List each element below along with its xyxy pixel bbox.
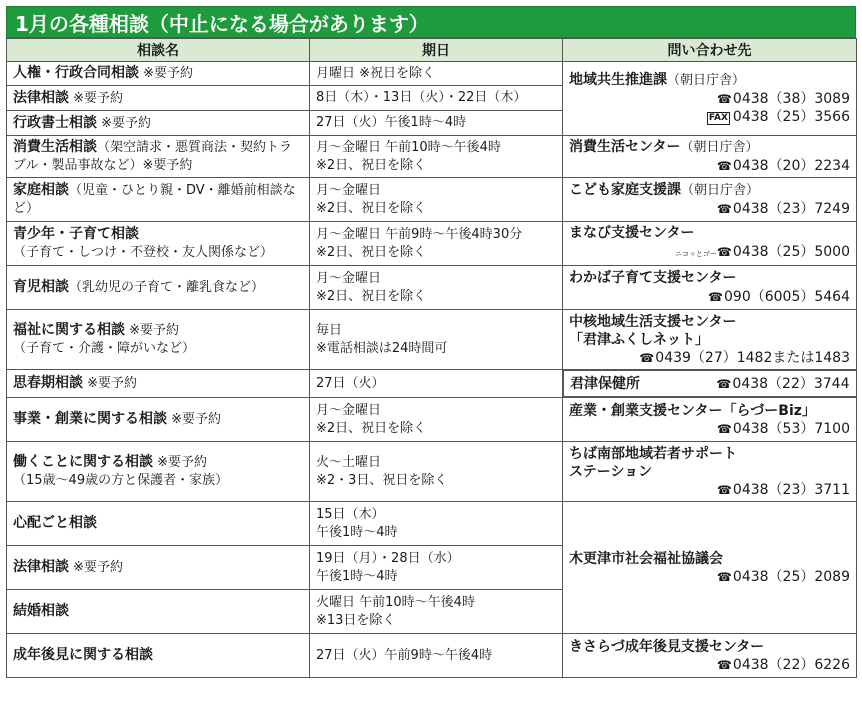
consultation-name bbox=[7, 590, 310, 634]
reservation-note: ※要予約 bbox=[143, 66, 194, 81]
name-text: 育児相談 bbox=[13, 279, 69, 295]
contact-cell bbox=[563, 634, 857, 678]
phone-icon: ☎ bbox=[716, 376, 732, 391]
consultation-name bbox=[7, 62, 310, 86]
phone-number: 0438（20）2234 bbox=[732, 158, 850, 174]
header-date: 期日 bbox=[310, 39, 563, 62]
reservation-note: ※要予約 bbox=[87, 376, 138, 391]
phone-icon: ☎ bbox=[716, 245, 732, 259]
phone-icon: ☎ bbox=[716, 159, 732, 173]
date-text: 火～土曜日 bbox=[316, 454, 382, 470]
contact-cell bbox=[563, 398, 857, 442]
contact-cell bbox=[563, 222, 857, 266]
contact-note: （朝日庁舎） bbox=[681, 183, 760, 198]
date-text: 月曜日 ※祝日を除く bbox=[316, 65, 436, 81]
consultation-name bbox=[7, 442, 310, 502]
consultation-date bbox=[310, 86, 563, 111]
phone-number: 0438（23）7249 bbox=[732, 201, 850, 217]
contact-name: 産業・創業支援センター「らづーBiz」 bbox=[569, 402, 816, 419]
contact-phone bbox=[569, 90, 850, 108]
name-detail: （架空請求・悪質商法・契約トラブル・製品事故など） bbox=[13, 140, 293, 173]
consultation-date bbox=[310, 222, 563, 266]
contact-name: わかば子育て支援センター bbox=[569, 270, 737, 286]
contact-phone bbox=[569, 200, 850, 218]
name-text: 消費生活相談 bbox=[13, 139, 97, 155]
contact-name-line2: 「君津ふくしネット」 bbox=[569, 331, 709, 348]
table-row bbox=[7, 310, 857, 370]
contact-name: きさらづ成年後見支援センター bbox=[569, 638, 765, 655]
date-text: 15日（木） bbox=[316, 506, 385, 522]
phone-icon: ☎ bbox=[716, 202, 732, 216]
name-text: 事業・創業に関する相談 bbox=[13, 411, 167, 427]
date-text: 月～金曜日 午前10時～午後4時 bbox=[316, 139, 501, 155]
date-text: 月～金曜日 bbox=[316, 182, 382, 198]
contact-phone bbox=[569, 157, 850, 175]
phone-number: 0438（23）3711 bbox=[732, 481, 850, 498]
date-text: 火曜日 午前10時～午後4時 bbox=[316, 594, 475, 610]
consultation-name bbox=[7, 310, 310, 370]
page-title: 1月の各種相談（中止になる場合があります） bbox=[6, 6, 856, 38]
phone-icon: ☎ bbox=[716, 569, 732, 584]
table-row bbox=[7, 502, 857, 546]
table-row bbox=[7, 136, 857, 178]
contact-name: 消費生活センター bbox=[569, 139, 681, 155]
date-text: 27日（火）午後1時～4時 bbox=[316, 115, 467, 130]
consultation-date bbox=[310, 590, 563, 634]
contact-name: ちば南部地域若者サポート bbox=[569, 445, 737, 462]
consultation-date bbox=[310, 111, 563, 136]
phone-icon: ☎ bbox=[716, 92, 732, 106]
reservation-note: ※要予約 bbox=[157, 455, 208, 470]
name-text: 結婚相談 bbox=[13, 603, 69, 619]
date-note: ※2日、祝日を除く bbox=[316, 244, 427, 260]
reservation-note: ※要予約 bbox=[73, 90, 124, 106]
header-contact: 問い合わせ先 bbox=[563, 39, 857, 62]
reservation-note: ※要予約 bbox=[129, 323, 180, 338]
contact-cell bbox=[563, 370, 857, 397]
table-row bbox=[7, 266, 857, 310]
name-detail: （15歳～49歳の方と保護者・家族） bbox=[13, 473, 229, 488]
phone-icon: ☎ bbox=[708, 290, 723, 304]
consultation-date bbox=[310, 310, 563, 370]
phone-number: 0438（22）3744 bbox=[732, 375, 850, 392]
date-note: ※電話相談は24時間可 bbox=[316, 340, 448, 356]
date-note: ※2・3日、祝日を除く bbox=[316, 472, 448, 488]
table-row bbox=[7, 442, 857, 502]
name-detail: （乳幼児の子育て・離乳食など） bbox=[69, 280, 265, 295]
table-row bbox=[7, 178, 857, 222]
consultation-date bbox=[310, 502, 563, 546]
contact-note: （朝日庁舎） bbox=[667, 73, 746, 88]
date-text: 月～金曜日 bbox=[316, 402, 382, 418]
contact-phone bbox=[569, 288, 850, 306]
contact-phone bbox=[569, 656, 850, 674]
date-note: ※2日、祝日を除く bbox=[316, 288, 427, 304]
name-text: 福祉に関する相談 bbox=[13, 322, 125, 338]
fax-number: 0438（25）3566 bbox=[732, 109, 850, 125]
phone-number: 0439（27）1482または1483 bbox=[655, 349, 850, 366]
table-row bbox=[7, 62, 857, 86]
date-note: ※2日、祝日を除く bbox=[316, 157, 427, 173]
reservation-note: ※要予約 bbox=[101, 115, 152, 131]
contact-name: まなび支援センター bbox=[569, 225, 695, 241]
phone-number: 0438（25）2089 bbox=[732, 568, 850, 585]
name-text: 人権・行政合同相談 bbox=[13, 65, 139, 81]
table-row bbox=[7, 370, 857, 398]
consultation-date bbox=[310, 634, 563, 678]
contact-phone bbox=[569, 243, 850, 263]
contact-cell bbox=[563, 442, 857, 502]
phone-number: 0438（38）3089 bbox=[732, 91, 850, 107]
contact-phone bbox=[569, 568, 850, 586]
name-text: 法律相談 bbox=[13, 89, 69, 106]
contact-phone bbox=[569, 481, 850, 499]
consultation-name bbox=[7, 546, 310, 590]
consultation-date bbox=[310, 370, 563, 398]
name-text: 思春期相談 bbox=[13, 375, 83, 391]
consultation-schedule bbox=[6, 6, 856, 678]
consultation-name bbox=[7, 266, 310, 310]
contact-name: こども家庭支援課 bbox=[569, 182, 681, 198]
consultation-name bbox=[7, 370, 310, 398]
phone-number: 0438（22）6226 bbox=[732, 656, 850, 673]
contact-name: 木更津市社会福祉協議会 bbox=[569, 550, 723, 567]
date-note: ※13日を除く bbox=[316, 612, 396, 628]
date-text: 27日（火）午前9時～午後4時 bbox=[316, 647, 493, 663]
consultation-date bbox=[310, 266, 563, 310]
consultation-date bbox=[310, 62, 563, 86]
contact-fax bbox=[569, 108, 850, 126]
name-detail: （子育て・介護・障がいなど） bbox=[13, 341, 196, 356]
contact-cell bbox=[563, 310, 857, 370]
header-name: 相談名 bbox=[7, 39, 310, 62]
date-text: 毎日 bbox=[316, 322, 343, 338]
contact-name-line2: ステーション bbox=[569, 463, 653, 480]
header-row bbox=[7, 39, 857, 62]
phone-number: 0438（53）7100 bbox=[732, 420, 850, 437]
date-text: 月～金曜日 bbox=[316, 270, 382, 286]
phone-number: 0438（25）5000 bbox=[732, 244, 850, 260]
contact-cell bbox=[563, 502, 857, 634]
name-text: 法律相談 bbox=[13, 559, 69, 575]
name-text: 青少年・子育て相談 bbox=[13, 226, 139, 242]
contact-cell bbox=[563, 136, 857, 178]
consultation-name bbox=[7, 634, 310, 678]
date-note: 午後1時～4時 bbox=[316, 568, 398, 584]
date-note: ※2日、祝日を除く bbox=[316, 200, 427, 216]
table-row bbox=[7, 634, 857, 678]
consultation-name bbox=[7, 136, 310, 178]
name-text: 成年後見に関する相談 bbox=[13, 647, 153, 663]
date-text: 8日（木）・13日（火）・22日（木） bbox=[316, 90, 527, 105]
contact-phone bbox=[716, 375, 849, 393]
phone-icon: ☎ bbox=[716, 482, 732, 497]
date-note: 午後1時～4時 bbox=[316, 524, 398, 540]
consultation-name bbox=[7, 502, 310, 546]
contact-cell bbox=[563, 178, 857, 222]
name-text: 行政書士相談 bbox=[13, 114, 97, 131]
name-text: 家庭相談 bbox=[13, 182, 69, 198]
contact-cell bbox=[563, 62, 857, 136]
consultation-name bbox=[7, 398, 310, 442]
consultation-table bbox=[6, 38, 857, 678]
consultation-name bbox=[7, 111, 310, 136]
date-note: ※2日、祝日を除く bbox=[316, 420, 427, 436]
name-detail: （子育て・しつけ・不登校・友人関係など） bbox=[13, 245, 274, 260]
phone-icon: ☎ bbox=[716, 421, 732, 436]
contact-note: （朝日庁舎） bbox=[680, 140, 759, 155]
contact-cell bbox=[563, 266, 857, 310]
table-row bbox=[7, 398, 857, 442]
contact-name: 地域共生推進課 bbox=[569, 72, 667, 88]
consultation-name bbox=[7, 178, 310, 222]
date-text: 月～金曜日 午前9時～午後4時30分 bbox=[316, 226, 523, 242]
name-detail: （児童・ひとり親・DV・離婚前相談など） bbox=[13, 183, 296, 216]
consultation-name bbox=[7, 86, 310, 111]
name-text: 心配ごと相談 bbox=[13, 515, 97, 531]
contact-name: 君津保健所 bbox=[570, 375, 640, 392]
date-text: 27日（火） bbox=[316, 375, 385, 391]
phone-number: 090（6005）5464 bbox=[724, 289, 850, 305]
name-text: 働くことに関する相談 bbox=[13, 454, 153, 470]
consultation-date bbox=[310, 442, 563, 502]
contact-name: 中核地域生活支援センター bbox=[569, 313, 737, 330]
contact-phone bbox=[569, 420, 850, 438]
phone-icon: ☎ bbox=[639, 350, 655, 365]
reservation-note: ※要予約 bbox=[171, 412, 222, 427]
contact-phone bbox=[569, 349, 850, 367]
date-text: 19日（月）・28日（水） bbox=[316, 550, 460, 566]
reservation-note: ※要予約 bbox=[142, 158, 193, 173]
fax-icon: FAX bbox=[708, 113, 728, 123]
consultation-date bbox=[310, 398, 563, 442]
consultation-date bbox=[310, 178, 563, 222]
consultation-name bbox=[7, 222, 310, 266]
consultation-date bbox=[310, 546, 563, 590]
consultation-date bbox=[310, 136, 563, 178]
ruby-text: ニコッとゴー bbox=[675, 250, 717, 258]
reservation-note: ※要予約 bbox=[73, 560, 124, 575]
table-row bbox=[7, 222, 857, 266]
phone-icon: ☎ bbox=[716, 657, 732, 672]
